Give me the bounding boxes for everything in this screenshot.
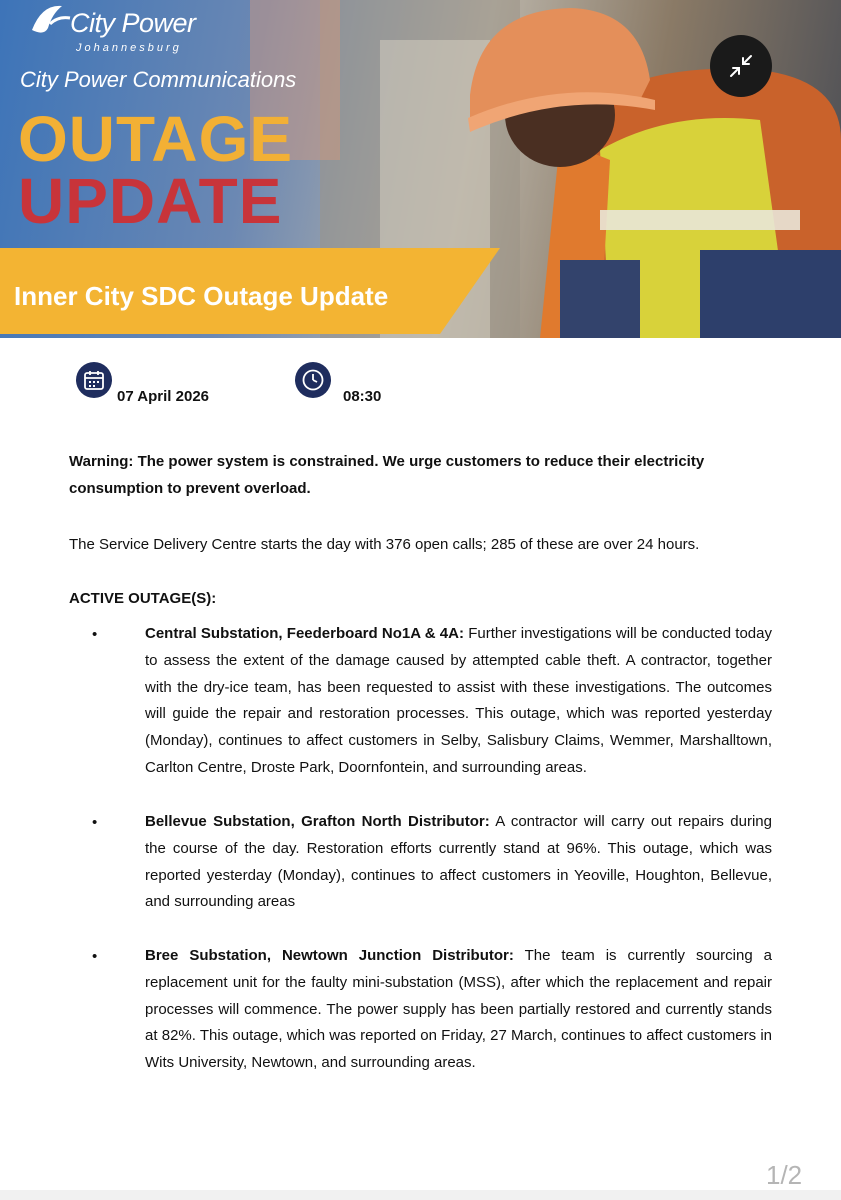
brand-name: City Power xyxy=(70,8,196,38)
bullet-marker: • xyxy=(92,814,98,831)
outage-description: A contractor will carry out repairs during the course of the day. Restoration efforts currently stand at 96%. This outage, which was reported yesterday (Monday), continues to affect customers in Yeoville, Houghton, Bellevue, and surrounding areas xyxy=(145,813,772,911)
outage-item xyxy=(145,943,772,1077)
bottom-strip xyxy=(0,1190,841,1200)
headline-update: UPDATE xyxy=(18,165,283,237)
ribbon-title: Inner City SDC Outage Update xyxy=(14,281,389,311)
report-time: 08:30 xyxy=(343,388,382,405)
bullet-marker: • xyxy=(92,948,98,965)
outage-title: Bree Substation, Newtown Junction Distributor: xyxy=(145,947,514,964)
outage-banner xyxy=(0,0,841,338)
collapse-arrows-icon xyxy=(727,52,755,80)
intro-paragraph: The Service Delivery Centre starts the day with 376 open calls; 285 of these are over 24 hours. xyxy=(69,536,700,553)
warning-notice: Warning: The power system is constrained. We urge customers to reduce their electricity consumption to prevent overload. xyxy=(69,453,705,497)
outage-item xyxy=(145,809,772,916)
clock-icon xyxy=(295,362,331,398)
report-date: 07 April 2026 xyxy=(117,388,209,405)
section-heading: ACTIVE OUTAGE(S): xyxy=(69,590,217,607)
communications-label: City Power Communications xyxy=(20,67,297,92)
outage-description: The team is currently sourcing a replacement unit for the faulty mini-substation (MSS), after which the replacement and repair processes will commence. The power supply has been partially restored and currently stands at 82%. This outage, which was reported on Friday, 27 March, continues to affect customers in Wits University, Newtown, and surrounding areas. xyxy=(145,947,772,1072)
page-indicator: 1/2 xyxy=(766,1160,803,1190)
calendar-icon xyxy=(76,362,112,398)
headline-outage: OUTAGE xyxy=(18,103,294,175)
bullet-marker: • xyxy=(92,626,98,643)
brand-city: Johannesburg xyxy=(76,42,182,54)
outage-item xyxy=(145,621,772,782)
outage-title: Bellevue Substation, Grafton North Distributor: xyxy=(145,813,490,830)
outage-description: Further investigations will be conducted today to assess the extent of the damage caused by attempted cable theft. A contractor, together with the dry-ice team, has been requested to assist with these investigations. The outcomes will guide the repair and restoration processes. This outage, which was reported yesterday (Monday), continues to affect customers in Selby, Salisbury Claims, Wemmer, Marshalltown, Carlton Centre, Droste Park, Doornfontein, and surrounding areas. xyxy=(145,625,772,776)
outage-title: Central Substation, Feederboard No1A & 4A: xyxy=(145,625,464,642)
collapse-view-button[interactable] xyxy=(710,35,772,97)
